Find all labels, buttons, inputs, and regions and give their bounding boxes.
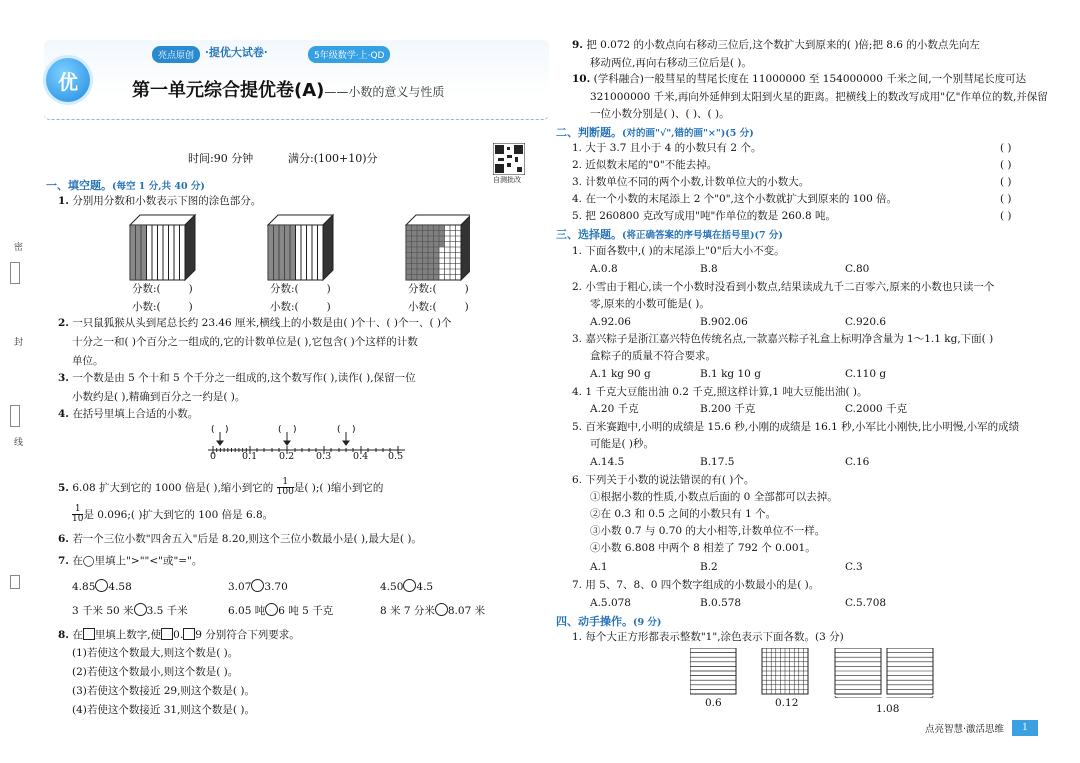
choice-1-b[interactable]: B.8 <box>700 263 718 275</box>
grid-tenths <box>690 648 736 694</box>
page-number: 1 <box>1012 720 1038 736</box>
choice-6-c[interactable]: C.3 <box>845 561 863 573</box>
q3-line2: 小数约是( ),精确到百分之一约是( )。 <box>72 391 246 403</box>
choice-3-a[interactable]: A.1 kg 90 g <box>590 368 651 380</box>
choice-2-q: 2. 小雪由于粗心,读一个小数时没看到小数点,结果读成九千二百零六,原来的小数也只读一个 <box>572 281 995 293</box>
q1-text: 1. 分别用分数和小数表示下图的涂色部分。 <box>58 195 262 207</box>
choice-5-q2: 可能是( )秒。 <box>590 438 655 450</box>
choice-3-q: 3. 嘉兴粽子是浙江嘉兴特色传统名点,一款嘉兴粽子礼盒上标明净含量为 1～1.1 kg,下面( ) <box>572 333 994 345</box>
q1-decimal-2: 小数:( ) <box>270 301 331 313</box>
tick-0-4: 0.4 <box>353 451 369 462</box>
q10-line1: 10. (学科融合)一般彗星的彗尾长度在 11000000 至 154000000 千米之间,一个别彗尾长度可达 <box>572 73 1027 85</box>
q7-cmp-3: 4.50 4.5 <box>380 581 434 593</box>
grid-hundredths <box>762 648 808 694</box>
judge-answer-5[interactable]: ( ) <box>1000 210 1012 222</box>
page-subtitle: ——小数的意义与性质 <box>324 85 445 99</box>
choice-4-b[interactable]: B.200 千克 <box>700 403 756 415</box>
choice-5-c[interactable]: C.16 <box>845 456 870 468</box>
q1-decimal-1: 小数:( ) <box>132 301 193 313</box>
page-title: 第一单元综合提优卷(A)——小数的意义与性质 <box>132 80 445 101</box>
choice-2-q2: 零,原来的小数可能是( )。 <box>590 298 710 310</box>
choice-6-opt2: ②在 0.3 和 0.5 之间的小数只有 1 个。 <box>590 508 777 520</box>
q10-line2: 321000000 千米,再向外延伸到太阳到火星的距离。把横线上的数改写成用"亿"作单位的数,并保留 <box>590 91 1048 103</box>
compare-circle-icon[interactable] <box>134 603 147 616</box>
grade-chip: 5年级数学·上·QD <box>308 46 390 63</box>
tick-0-2: 0.2 <box>279 451 295 462</box>
q1-decimal-3: 小数:( ) <box>408 301 469 313</box>
choice-5-b[interactable]: B.17.5 <box>700 456 735 468</box>
choice-2-c[interactable]: C.920.6 <box>845 316 887 328</box>
footer-slogan: 点亮智慧·激活思维 <box>925 724 1005 735</box>
q1-cube-figures <box>125 213 470 281</box>
choice-6-a[interactable]: A.1 <box>590 561 608 573</box>
op1-label-2: 0.12 <box>775 697 799 709</box>
tick-0-1: 0.1 <box>242 451 258 462</box>
cube-figure-3 <box>406 215 470 280</box>
q8-sub1: (1)若使这个数最大,则这个数是( )。 <box>72 647 239 659</box>
q9-line2: 移动两位,再向右移动三位后是( )。 <box>590 57 752 69</box>
svg-text:): ) <box>225 425 229 435</box>
compare-circle-icon[interactable] <box>95 579 108 592</box>
compare-circle-icon[interactable] <box>403 579 416 592</box>
qr-caption: 自测批改 <box>493 176 521 184</box>
judge-answer-2[interactable]: ( ) <box>1000 159 1012 171</box>
q7-text: 7. 在◯里填上">""<"或"="。 <box>58 555 203 567</box>
compare-circle-icon[interactable] <box>435 603 448 616</box>
digit-box-icon[interactable] <box>161 628 173 640</box>
cube-figure-1 <box>130 215 195 280</box>
section2-title: 二、判断题。(对的画"√",错的画"×")(5 分) <box>556 126 754 139</box>
choice-6-b[interactable]: B.2 <box>700 561 718 573</box>
svg-text:(: ( <box>211 425 215 435</box>
choice-5-a[interactable]: A.14.5 <box>590 456 625 468</box>
q5-line1: 5. 6.08 扩大到它的 1000 倍是( ),缩小到它的 $\frac{1}{100}$ 是( );( )缩小到它的 <box>58 477 384 498</box>
q7-cmp-2: 3.07 3.70 <box>228 581 288 593</box>
choice-6-q: 6. 下列关于小数的说法错误的有( )个。 <box>572 474 755 486</box>
choice-6-opt4: ④小数 6.808 中两个 8 相差了 792 个 0.001。 <box>590 542 816 554</box>
q2-line3: 单位。 <box>72 355 104 367</box>
choice-5-q: 5. 百米赛跑中,小明的成绩是 15.6 秒,小刚的成绩是 16.1 秒,小军比小刚快,比小明慢,小军的成绩 <box>572 421 1020 433</box>
q1-fraction-3: 分数:( ) <box>408 283 469 295</box>
q4-number-line <box>200 424 410 464</box>
q7-cmp-4: 3 千米 50 米 3.5 千米 <box>72 605 188 617</box>
choice-2-b[interactable]: B.902.06 <box>700 316 748 328</box>
q7-cmp-5: 6.05 吨 6 吨 5 千克 <box>228 605 334 617</box>
choice-7-b[interactable]: B.0.578 <box>700 597 742 609</box>
compare-circle-icon[interactable] <box>251 579 264 592</box>
tick-0: 0 <box>210 451 217 462</box>
section4-title: 四、动手操作。(9 分) <box>556 615 662 628</box>
q8-text: 8. 在 里填上数字,使 0. 9 分别符合下列要求。 <box>58 629 300 641</box>
qr-code-icon[interactable] <box>493 143 525 175</box>
time-label: 时间:90 分钟 <box>188 152 254 165</box>
q8-sub3: (3)若使这个数接近 29,则这个数是( )。 <box>72 685 255 697</box>
cube-figure-2 <box>268 215 333 280</box>
judge-2: 2. 近似数末尾的"0"不能去掉。 <box>572 159 718 171</box>
tick-0-5: 0.5 <box>388 451 404 462</box>
choice-3-b[interactable]: B.1 kg 10 g <box>700 368 761 380</box>
side-box-grade <box>10 575 20 589</box>
q4-text: 4. 在括号里填上合适的小数。 <box>58 408 199 420</box>
choice-1-c[interactable]: C.80 <box>845 263 870 275</box>
excellent-badge-icon: 优 <box>46 58 90 102</box>
compare-circle-icon[interactable] <box>265 603 278 616</box>
choice-4-c[interactable]: C.2000 千克 <box>845 403 908 415</box>
op1-label-1: 0.6 <box>705 697 722 709</box>
brand-chip: 亮点原创 <box>152 46 200 63</box>
q1-fraction-1: 分数:( ) <box>132 283 193 295</box>
q2-line1: 2. 一只鼠狐猴从头到尾总长约 23.46 厘米,横线上的小数是由( )个十、( )个一、( )个 <box>58 317 452 329</box>
choice-6-opt1: ①根据小数的性质,小数点后面的 0 全部都可以去掉。 <box>590 491 838 503</box>
q7-cmp-1: 4.85 4.58 <box>72 581 132 593</box>
judge-3: 3. 计数单位不同的两个小数,计数单位大的小数大。 <box>572 176 810 188</box>
choice-7-q: 7. 用 5、7、8、0 四个数字组成的小数最小的是( )。 <box>572 579 820 591</box>
series-label: ·提优大试卷· <box>205 46 268 59</box>
score-label: 满分:(100+10)分 <box>288 152 378 165</box>
q5-line2: $\frac{1}{10}$ 是 0.096;( )扩大到它的 100 倍是 6.8。 <box>72 504 274 525</box>
svg-text:(: ( <box>337 425 341 435</box>
judge-answer-1[interactable]: ( ) <box>1000 142 1012 154</box>
op1-grids[interactable] <box>690 648 940 698</box>
grid-whole-plus <box>835 648 933 698</box>
q10-line3: 一位小数分别是( )、( )、( )。 <box>590 108 730 120</box>
choice-1-q: 1. 下面各数中,( )的末尾添上"0"后大小不变。 <box>572 245 785 257</box>
side-box-name <box>10 262 20 284</box>
op1-q: 1. 每个大正方形都表示整数"1",涂色表示下面各数。(3 分) <box>572 631 844 643</box>
q7-cmp-6: 8 米 7 分米 8.07 米 <box>380 605 486 617</box>
svg-text:): ) <box>352 425 356 435</box>
side-mark-seal: 密 <box>14 243 24 253</box>
q1-fraction-2: 分数:( ) <box>270 283 331 295</box>
judge-4: 4. 在一个小数的末尾添上 2 个"0",这个小数就扩大到原来的 100 倍。 <box>572 193 898 205</box>
choice-4-q: 4. 1 千克大豆能出油 0.2 千克,照这样计算,1 吨大豆能出油( )。 <box>572 386 868 398</box>
choice-4-a[interactable]: A.20 千克 <box>590 403 639 415</box>
op1-label-3: 1.08 <box>876 703 900 715</box>
judge-5: 5. 把 260800 克改写成用"吨"作单位的数是 260.8 吨。 <box>572 210 837 222</box>
choice-7-c[interactable]: C.5.708 <box>845 597 887 609</box>
judge-answer-4[interactable]: ( ) <box>1000 193 1012 205</box>
q8-sub2: (2)若使这个数最小,则这个数是( )。 <box>72 666 239 678</box>
section3-title: 三、选择题。(将正确答案的序号填在括号里)(7 分) <box>556 228 783 241</box>
choice-7-a[interactable]: A.5.078 <box>590 597 631 609</box>
q6-text: 6. 若一个三位小数"四舍五入"后是 8.20,则这个三位小数最小是( ),最大是( )。 <box>58 533 422 545</box>
choice-1-a[interactable]: A.0.8 <box>590 263 618 275</box>
choice-3-c[interactable]: C.110 g <box>845 368 887 380</box>
svg-text:(: ( <box>278 425 282 435</box>
choice-2-a[interactable]: A.92.06 <box>590 316 631 328</box>
side-mark-seal2: 封 <box>14 338 24 348</box>
q9-line1: 9. 把 0.072 的小数点向右移动三位后,这个数扩大到原来的( )倍;把 8.6 的小数点先向左 <box>572 39 980 51</box>
choice-6-opt3: ③小数 0.7 与 0.70 的大小相等,计数单位不一样。 <box>590 525 826 537</box>
q3-line1: 3. 一个数是由 5 个十和 5 个千分之一组成的,这个数写作( ),读作( ),保留一位 <box>58 372 416 384</box>
digit-box-icon[interactable] <box>183 628 195 640</box>
svg-text:): ) <box>293 425 297 435</box>
q2-line2: 十分之一和( )个百分之一组成的,它的计数单位是( ),它包含( )个这样的计数 <box>72 336 418 348</box>
section1-title: 一、填空题。(每空 1 分,共 40 分) <box>46 179 205 192</box>
side-box-class <box>10 405 20 427</box>
choice-3-q2: 盒粽子的质量不符合要求。 <box>590 350 716 362</box>
tick-0-3: 0.3 <box>316 451 332 462</box>
side-mark-line: 线 <box>14 438 24 448</box>
digit-box-icon[interactable] <box>83 628 95 640</box>
judge-1: 1. 大于 3.7 且小于 4 的小数只有 2 个。 <box>572 142 762 154</box>
q8-sub4: (4)若使这个数接近 31,则这个数是( )。 <box>72 704 255 716</box>
judge-answer-3[interactable]: ( ) <box>1000 176 1012 188</box>
